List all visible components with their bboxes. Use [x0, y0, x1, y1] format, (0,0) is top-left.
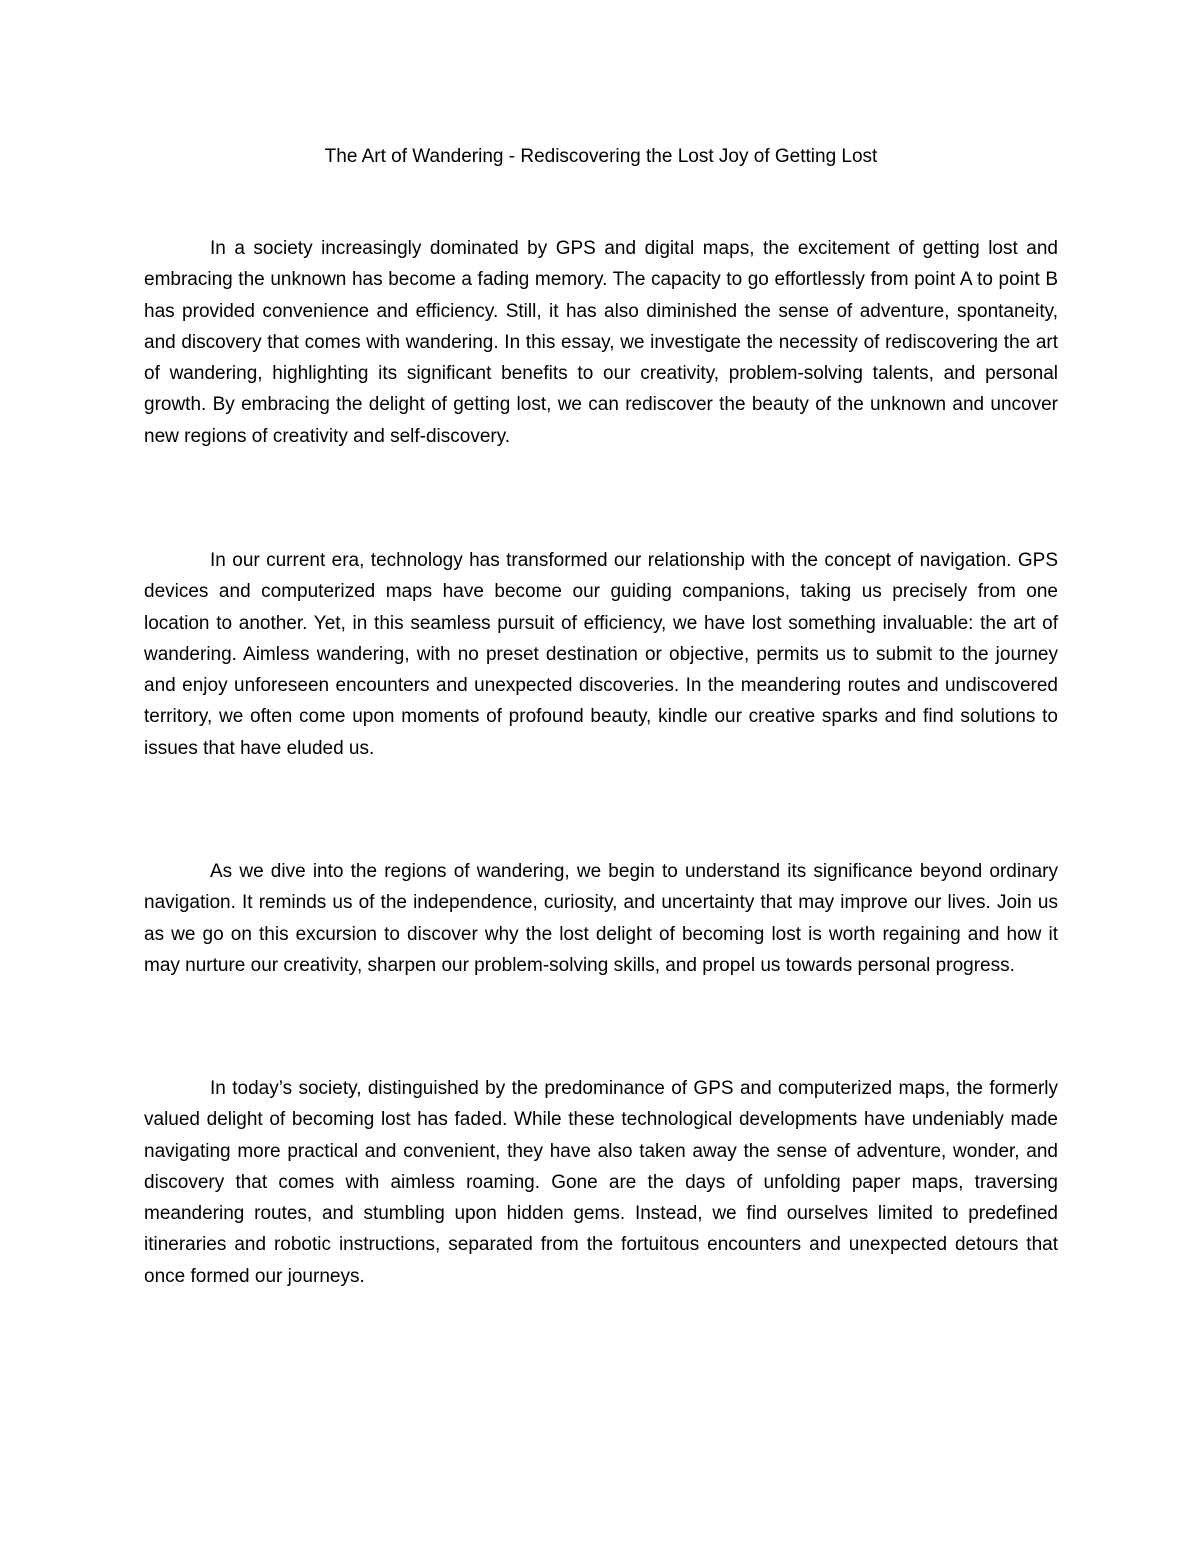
document-title: The Art of Wandering - Rediscovering the Lost Joy of Getting Lost — [324, 146, 878, 167]
paragraph-4: In today’s society, distinguished by the predominance of GPS and computerized maps, the formerly valued delight of becoming lost has faded. While these technological developments have undeniably made navigating more practical and convenient, they have also taken away the sense of adventure, wonder, and discovery that comes with aimless roaming. Gone are the days of unfolding paper maps, traversing meandering routes, and stumbling upon hidden gems. Instead, we find ourselves limited to predefined itineraries and robotic instructions, separated from the fortuitous encounters and unexpected detours that once formed our journeys. — [144, 1078, 1058, 1287]
paragraph-1: In a society increasingly dominated by GPS and digital maps, the excitement of getting lost and embracing the unknown has become a fading memory. The capacity to go effortlessly from point A to point B has provided convenience and efficiency. Still, it has also diminished the sense of adventure, spontaneity, and discovery that comes with wandering. In this essay, we investigate the necessity of rediscovering the art of wandering, highlighting its significant benefits to our creativity, problem-solving talents, and personal growth. By embracing the delight of getting lost, we can rediscover the beauty of the unknown and uncover new regions of creativity and self-discovery. — [144, 238, 1058, 447]
paragraph-2: In our current era, technology has transformed our relationship with the concept of navigation. GPS devices and computerized maps have become our guiding companions, taking us precisely from one location to another. Yet, in this seamless pursuit of efficiency, we have lost something invaluable: the art of wandering. Aimless wandering, with no preset destination or objective, permits us to submit to the journey and enjoy unforeseen encounters and unexpected discoveries. In the meandering routes and undiscovered territory, we often come upon moments of profound beauty, kindle our creative sparks and find solutions to issues that have eluded us. — [144, 550, 1058, 759]
paragraph-3: As we dive into the regions of wandering, we begin to understand its significance beyond ordinary navigation. It reminds us of the independence, curiosity, and uncertainty that may improve our lives. Join us as we go on this excursion to discover why the lost delight of becoming lost is worth regaining and how it may nurture our creativity, sharpen our problem-solving skills, and propel us towards personal progress. — [144, 861, 1058, 976]
